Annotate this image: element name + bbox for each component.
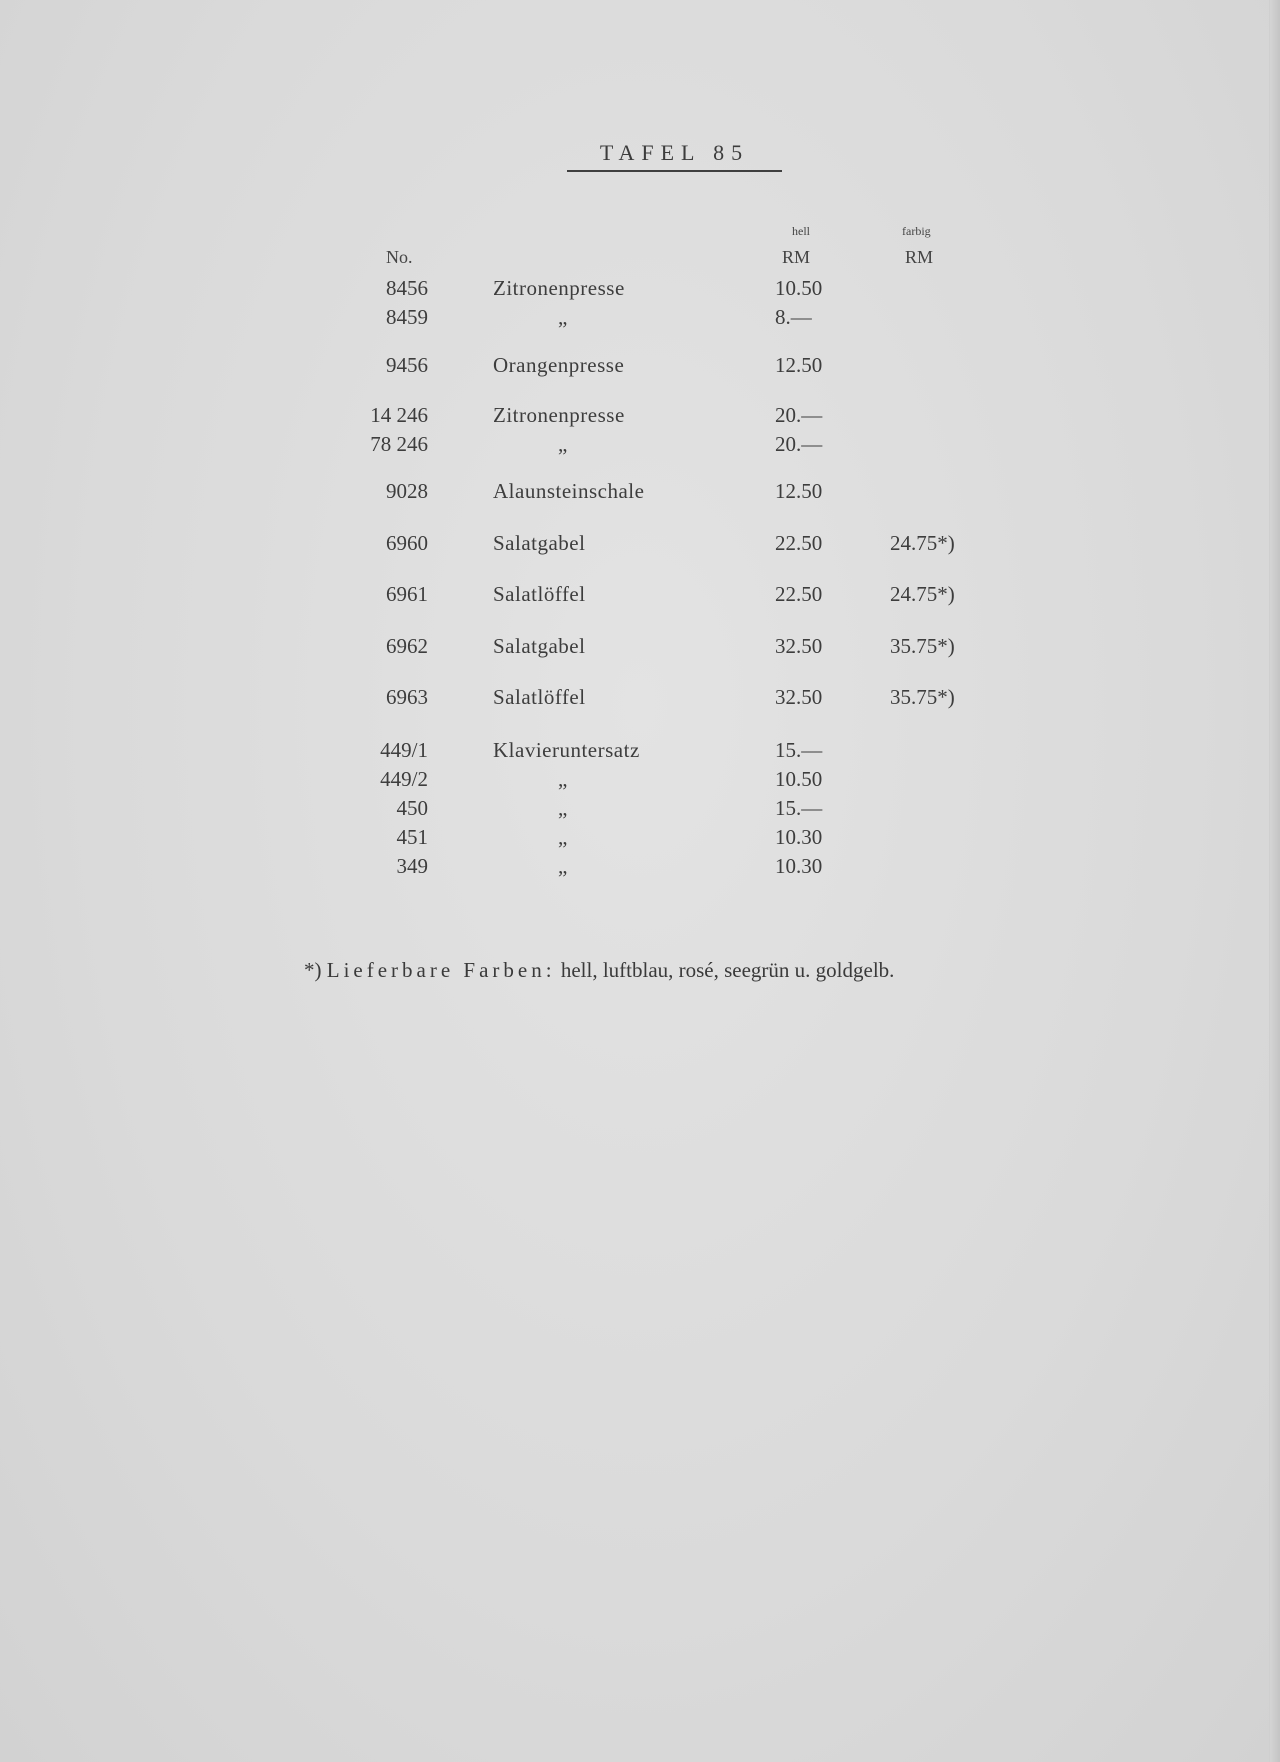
table-row <box>0 276 1280 304</box>
title-underline <box>567 170 782 172</box>
price-hell: 22.50 <box>775 582 823 606</box>
price-farbig: 35.75*) <box>890 634 955 658</box>
header-hell-unit: RM <box>782 247 811 267</box>
header-no: No. <box>386 247 413 267</box>
table-row <box>0 479 1280 507</box>
item-number: 6963 <box>386 685 428 709</box>
item-number: 6961 <box>386 582 428 606</box>
table-row <box>0 305 1280 333</box>
item-number: 449/2 <box>380 767 428 791</box>
item-number: 8459 <box>386 305 428 329</box>
item-number: 450 <box>396 796 428 820</box>
page-title: TAFEL 85 <box>599 140 750 165</box>
item-number: 9456 <box>386 353 428 377</box>
header-farbig: farbig <box>902 224 931 238</box>
item-name: Salatgabel <box>493 634 586 658</box>
table-row <box>0 353 1280 381</box>
header-hell: hell <box>792 224 810 238</box>
price-hell: 20.— <box>775 432 823 456</box>
item-number: 6960 <box>386 531 428 555</box>
price-hell: 10.50 <box>775 767 823 791</box>
price-hell: 20.— <box>775 403 823 427</box>
table-row <box>0 825 1280 853</box>
table-row <box>0 854 1280 882</box>
ditto-mark: „ <box>558 825 568 849</box>
price-hell: 10.50 <box>775 276 823 300</box>
table-row <box>0 403 1280 431</box>
item-number: 449/1 <box>380 738 428 762</box>
table-row <box>0 582 1280 610</box>
price-hell: 10.30 <box>775 854 823 878</box>
price-hell: 32.50 <box>775 634 823 658</box>
item-number: 9028 <box>386 479 428 503</box>
item-number: 8456 <box>386 276 428 300</box>
table-row <box>0 767 1280 795</box>
table-row <box>0 531 1280 559</box>
price-farbig: 24.75*) <box>890 582 955 606</box>
ditto-mark: „ <box>558 767 568 791</box>
price-hell: 8.— <box>775 305 812 329</box>
item-number: 6962 <box>386 634 428 658</box>
item-name: Klavieruntersatz <box>493 738 640 762</box>
item-name: Orangenpresse <box>493 353 625 377</box>
footnote <box>304 958 894 983</box>
price-hell: 22.50 <box>775 531 823 555</box>
price-hell: 12.50 <box>775 479 823 503</box>
item-name: Zitronenpresse <box>493 276 625 300</box>
ditto-mark: „ <box>558 796 568 820</box>
item-name: Alaunsteinschale <box>493 479 645 503</box>
item-number: 451 <box>396 825 428 849</box>
item-number: 349 <box>396 854 428 878</box>
price-farbig: 24.75*) <box>890 531 955 555</box>
item-number: 78 246 <box>370 432 428 456</box>
item-name: Salatgabel <box>493 531 586 555</box>
table-row <box>0 432 1280 460</box>
header-farbig-unit: RM <box>905 247 934 267</box>
footnote-text: hell, luftblau, rosé, seegrün u. goldgelb. <box>560 958 895 982</box>
table-row <box>0 685 1280 713</box>
price-hell: 12.50 <box>775 353 823 377</box>
item-name: Salatlöffel <box>493 685 586 709</box>
item-name: Zitronenpresse <box>493 403 625 427</box>
price-hell: 15.— <box>775 738 823 762</box>
price-farbig: 35.75*) <box>890 685 955 709</box>
table-row <box>0 634 1280 662</box>
price-hell: 15.— <box>775 796 823 820</box>
ditto-mark: „ <box>558 305 568 329</box>
ditto-mark: „ <box>558 854 568 878</box>
item-number: 14 246 <box>370 403 428 427</box>
table-row <box>0 738 1280 766</box>
price-hell: 32.50 <box>775 685 823 709</box>
price-hell: 10.30 <box>775 825 823 849</box>
item-name: Salatlöffel <box>493 582 586 606</box>
footnote-marker: *) <box>304 958 322 982</box>
table-row <box>0 796 1280 824</box>
footnote-label: Lieferbare Farben: <box>326 958 556 982</box>
ditto-mark: „ <box>558 432 568 456</box>
